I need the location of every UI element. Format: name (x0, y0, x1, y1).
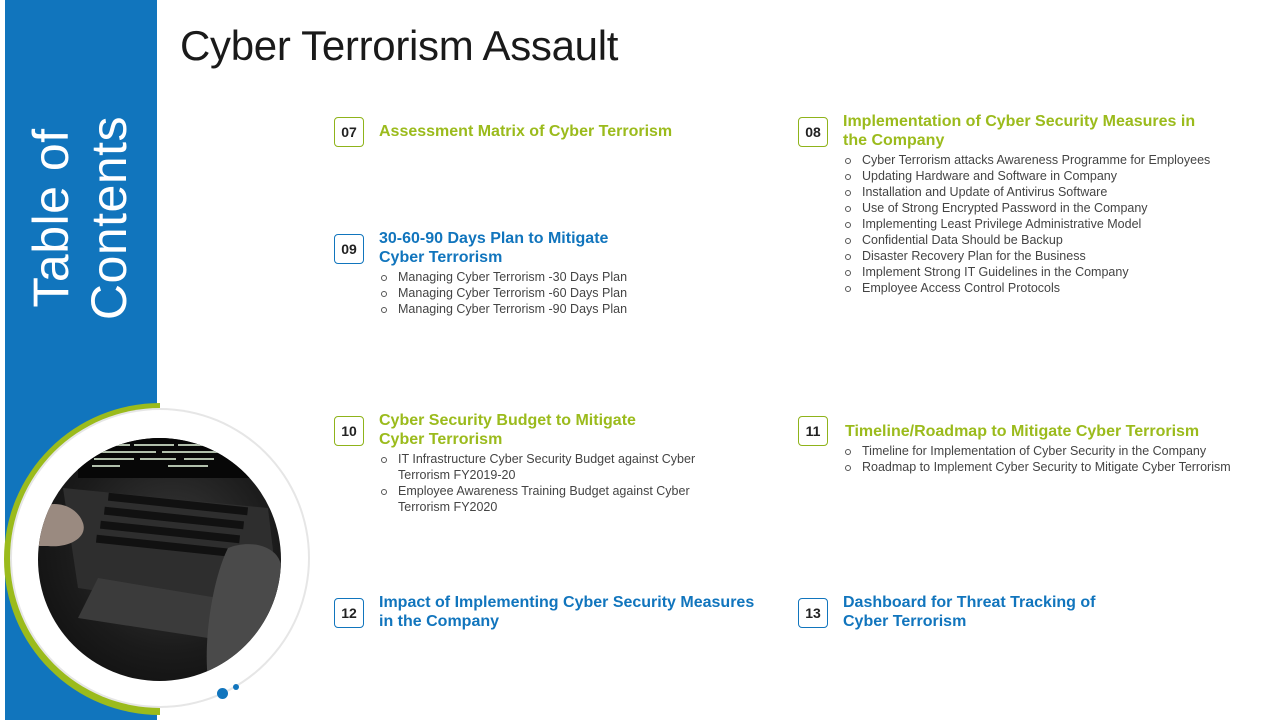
page-title: Cyber Terrorism Assault (180, 22, 619, 69)
bullet-list (379, 451, 724, 515)
list-item: Managing Cyber Terrorism -90 Days Plan (379, 301, 719, 317)
list-item: Updating Hardware and Software in Company (843, 168, 1273, 184)
section-number-box: 08 (798, 117, 828, 147)
section-number-box: 09 (334, 234, 364, 264)
section-title[interactable]: 30-60-90 Days Plan to Mitigate Cyber Terrorism (379, 230, 609, 266)
list-item: Confidential Data Should be Backup (843, 232, 1273, 248)
bullet-list (843, 152, 1273, 296)
list-item: Implement Strong IT Guidelines in the Company (843, 264, 1273, 280)
section-number-box: 11 (798, 416, 828, 446)
list-item: Employee Access Control Protocols (843, 280, 1273, 296)
section-number-box: 13 (798, 598, 828, 628)
list-item: Employee Awareness Training Budget against Cyber Terrorism FY2020 (379, 483, 724, 515)
bullet-list (379, 269, 719, 317)
section-title[interactable]: Cyber Security Budget to Mitigate Cyber Terrorism (379, 412, 636, 448)
sidebar-title-line1: Table of (23, 128, 79, 308)
laptop-illustration (38, 438, 281, 681)
section-number-box: 07 (334, 117, 364, 147)
section-title[interactable]: Impact of Implementing Cyber Security Measures in the Company (379, 594, 755, 630)
list-item: Disaster Recovery Plan for the Business (843, 248, 1273, 264)
list-item: Use of Strong Encrypted Password in the Company (843, 200, 1273, 216)
list-item: Managing Cyber Terrorism -60 Days Plan (379, 285, 719, 301)
list-item: Timeline for Implementation of Cyber Security in the Company (843, 443, 1280, 459)
sidebar-title-line2: Contents (81, 115, 137, 321)
laptop-hands-photo (38, 438, 281, 681)
section-title[interactable]: Implementation of Cyber Security Measures in the Company (843, 113, 1196, 149)
section-number-box: 12 (334, 598, 364, 628)
list-item: Managing Cyber Terrorism -30 Days Plan (379, 269, 719, 285)
sidebar-title (22, 116, 138, 320)
decor-dot-small (233, 684, 239, 690)
section-title[interactable]: Dashboard for Threat Tracking of Cyber Terrorism (843, 594, 1096, 630)
list-item: IT Infrastructure Cyber Security Budget against Cyber Terrorism FY2019-20 (379, 451, 724, 483)
list-item: Cyber Terrorism attacks Awareness Programme for Employees (843, 152, 1273, 168)
section-title[interactable]: Timeline/Roadmap to Mitigate Cyber Terrorism (845, 423, 1200, 440)
list-item: Implementing Least Privilege Administrative Model (843, 216, 1273, 232)
section-number-box: 10 (334, 416, 364, 446)
section-title[interactable]: Assessment Matrix of Cyber Terrorism (379, 123, 673, 140)
list-item: Roadmap to Implement Cyber Security to Mitigate Cyber Terrorism (843, 459, 1280, 475)
list-item: Installation and Update of Antivirus Software (843, 184, 1273, 200)
bullet-list (843, 443, 1280, 475)
decor-dot-large (217, 688, 228, 699)
